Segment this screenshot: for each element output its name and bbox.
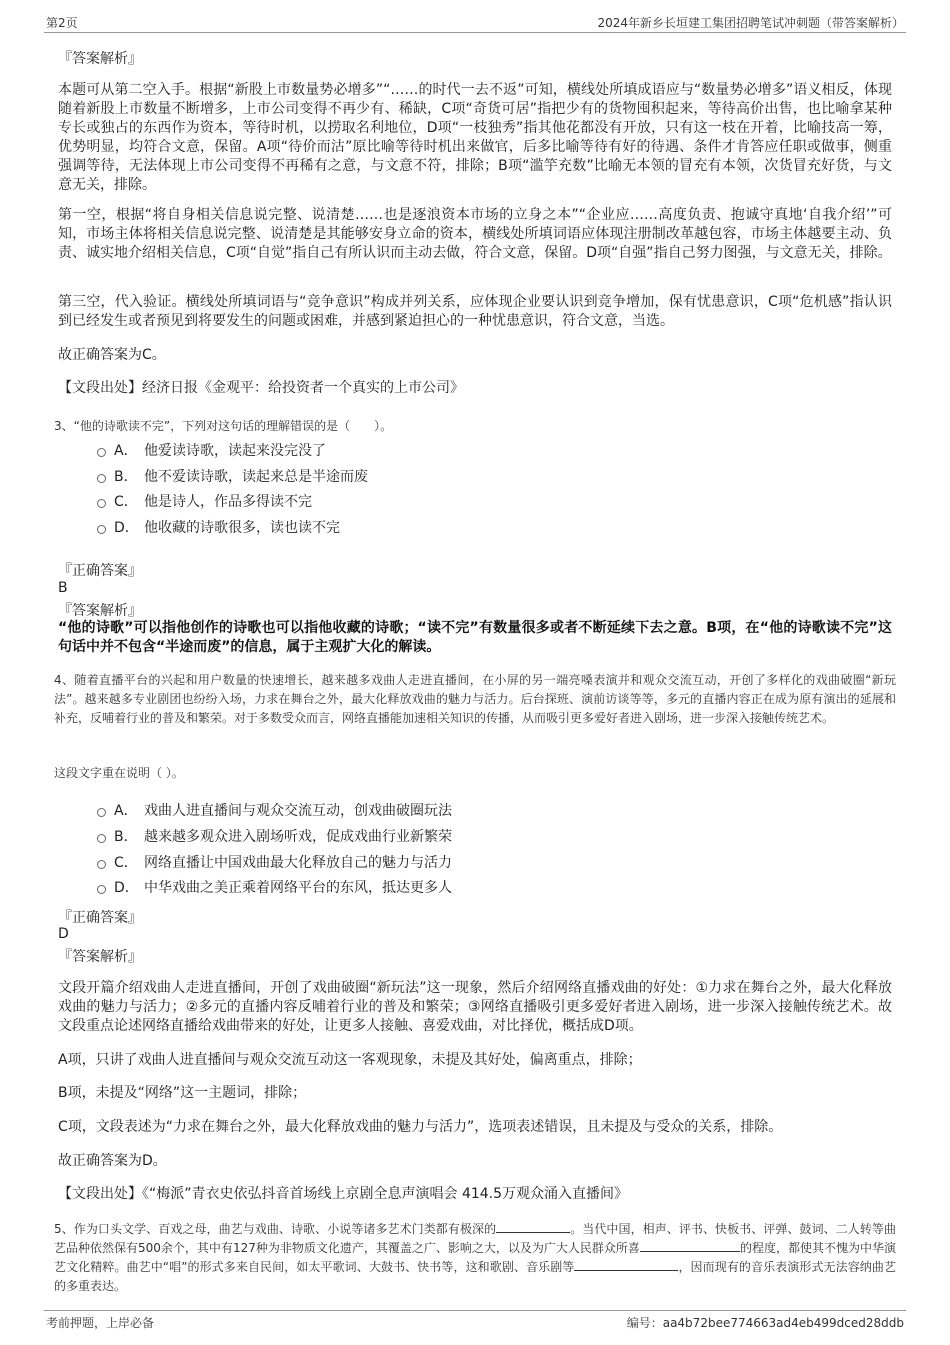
q2-analysis-p1: 本题可从第二空入手。根据“新股上市数量势必增多”“……的时代一去不返”可知，横线处所填成语应与“数量势必增多”语义相反，体现随着新股上市数量不断增多，上市公司变得不再少有、稀缺，C项“奇货可居”指把少有的货物囤积起来，等待高价出售，也比喻拿某种专长或独占的东西作为资本，等待时机，以捞取名利地位，D项“一枝独秀”指其他花都没有开放，只有这一枝在开着，比喻技高一筹，优势明显，均符合文意，保留。A项“待价而沽”原比喻等待时机出来做官，后多比喻等待有好的待遇、条件才肯答应任职或做事，侧重强调等待，无法体现上市公司变得不再稀有之意，与文意不符，排除；B项“滥竽充数”比喻无本领的冒充有本领，次货冒充好货，与文意无关，排除。 xyxy=(58,82,892,193)
q4-analysis-label: 『答案解析』 xyxy=(58,949,142,965)
q4-analysis-p1: 文段开篇介绍戏曲人走进直播间，开创了戏曲破圈“新玩法”这一现象，然后介绍网络直播戏曲的好处：①力求在舞台之外，最大化释放戏曲的魅力与活力；②多元的直播内容反哺着行业的普及和繁荣；③网络直播吸引更多爱好者进入剧场，进一步深入接触传统艺术。故文段重点论述网络直播给戏曲带来的好处，让更多人接触、喜爱戏曲，对比择优，概括成D项。 xyxy=(58,980,892,1034)
radio-icon[interactable] xyxy=(97,808,106,817)
q4-question: 4、随着直播平台的兴起和用户数量的快速增长，越来越多戏曲人走进直播间，在小屏的另一端亮嗓表演并和观众交流互动，开创了多样化的戏曲破圈“新玩法”。越来越多专业剧团也纷纷入场，力求在舞台之外，最大化释放戏曲的魅力与活力。后台探班、演前访谈等等，多元的直播内容正在成为原有演出的延展和补充，反哺着行业的普及和繁荣。对于多数受众而言，网络直播能加速相关知识的传播，从而吸引更多爱好者进入剧场，进一步深入接触传统艺术。 xyxy=(54,673,896,725)
q3-option-c[interactable]: C． 他是诗人，作品多得读不完 xyxy=(97,491,312,511)
q4-option-d[interactable]: D． 中华戏曲之美正乘着网络平台的东风，抵达更多人 xyxy=(97,877,452,897)
page-number: 第2页 xyxy=(46,16,78,30)
radio-icon[interactable] xyxy=(97,499,106,508)
q4-analysis-a: A项，只讲了戏曲人进直播间与观众交流互动这一客观现象，未提及其好处，偏离重点，排除； xyxy=(58,1052,642,1068)
footer-rule xyxy=(44,1310,906,1311)
blank-3a[interactable] xyxy=(574,1258,644,1271)
q4-prompt: 这段文字重在说明（ ）。 xyxy=(54,766,184,780)
header-rule xyxy=(44,32,906,33)
document-id: 编号：aa4b72bee774663ad4eb499dced28ddb xyxy=(626,1316,904,1330)
q2-conclusion: 故正确答案为C。 xyxy=(58,347,166,363)
blank-3b[interactable] xyxy=(644,1258,678,1271)
q5-question: 5、作为口头文学、百戏之母，曲艺与戏曲、诗歌、小说等诸多艺术门类都有极深的 。当代中国，相声、评书、快板书、评弹、鼓词、二人转等曲艺品种依然保有500余个，其中有127种为非物质文化遗产，其覆盖之广、影响之大，以及为广大人民群众所喜 的程度，都使其不愧为中华演艺文化精粹。曲艺中“唱”的形式多来自民间，如太平歌词、大鼓书、快书等，这和歌剧、音乐剧等 ，因而现有的音乐表演形式无法容纳曲艺的多重表达。 xyxy=(54,1222,896,1293)
radio-icon[interactable] xyxy=(97,448,106,457)
q4-source: 【文段出处】《“梅派”青衣史依弘抖音首场线上京剧全息声演唱会 414.5万观众涌入直播间》 xyxy=(58,1186,629,1202)
q3-question: 3、“他的诗歌读不完”，下列对这句话的理解错误的是（ ）。 xyxy=(54,419,393,433)
q4-answer-label: 『正确答案』 xyxy=(58,910,142,926)
radio-icon[interactable] xyxy=(97,474,106,483)
blank-1[interactable] xyxy=(496,1220,570,1233)
footer-slogan: 考前押题，上岸必备 xyxy=(46,1316,155,1330)
blank-2[interactable] xyxy=(640,1239,740,1252)
q4-analysis-c: C项，文段表述为“力求在舞台之外，最大化释放戏曲的魅力与活力”，选项表述错误，且未提及与受众的关系，排除。 xyxy=(58,1119,783,1135)
q2-analysis-p3: 第三空，代入验证。横线处所填词语与“竞争意识”构成并列关系，应体现企业要认识到竞争增加，保有忧患意识，C项“危机感”指认识到已经发生或者预见到将要发生的问题或困难，并感到紧迫担心的一种忧患意识，符合文意，当选。 xyxy=(58,294,892,329)
q4-analysis-b: B项，未提及“网络”这一主题词，排除； xyxy=(58,1085,307,1101)
radio-icon[interactable] xyxy=(97,885,106,894)
radio-icon[interactable] xyxy=(97,834,106,843)
q2-analysis-label: 『答案解析』 xyxy=(58,51,142,67)
q4-option-c[interactable]: C． 网络直播让中国戏曲最大化释放自己的魅力与活力 xyxy=(97,852,452,872)
radio-icon[interactable] xyxy=(97,860,106,869)
document-title: 2024年新乡长垣建工集团招聘笔试冲刺题（带答案解析） xyxy=(597,16,904,30)
q4-answer: D xyxy=(58,926,69,942)
q3-answer: B xyxy=(58,580,68,596)
q3-option-d[interactable]: D． 他收藏的诗歌很多，读也读不完 xyxy=(97,517,340,537)
q3-answer-label: 『正确答案』 xyxy=(58,563,142,579)
q4-conclusion: 故正确答案为D。 xyxy=(58,1153,167,1169)
radio-icon[interactable] xyxy=(97,525,106,534)
q2-source: 【文段出处】经济日报《金观平：给投资者一个真实的上市公司》 xyxy=(58,380,464,396)
q3-analysis: “他的诗歌”可以指他创作的诗歌也可以指他收藏的诗歌；“读不完”有数量很多或者不断延续下去之意。B项，在“他的诗歌读不完”这句话中并不包含“半途而废”的信息，属于主观扩大化的解读。 xyxy=(58,620,892,655)
q3-option-a[interactable]: A． 他爱读诗歌，读起来没完没了 xyxy=(97,440,326,460)
q3-analysis-label: 『答案解析』 xyxy=(58,603,142,619)
q2-analysis-p2: 第一空，根据“将自身相关信息说完整、说清楚……也是逐浪资本市场的立身之本”“企业应……高度负责、抱诚守真地‘自我介绍’”可知，市场主体将相关信息说完整、说清楚是其能够安身立命的资本，横线处所填词语应体现注册制改革越包容，市场主体越要主动、负责、诚实地介绍相关信息，C项“自觉”指自己有所认识而主动去做，符合文意，保留。D项“自强”指自己努力图强，与文意无关，排除。 xyxy=(58,207,892,261)
q3-option-b[interactable]: B． 他不爱读诗歌，读起来总是半途而废 xyxy=(97,466,368,486)
q4-option-b[interactable]: B． 越来越多观众进入剧场听戏，促成戏曲行业新繁荣 xyxy=(97,826,452,846)
q4-option-a[interactable]: A． 戏曲人进直播间与观众交流互动，创戏曲破圈玩法 xyxy=(97,800,452,820)
